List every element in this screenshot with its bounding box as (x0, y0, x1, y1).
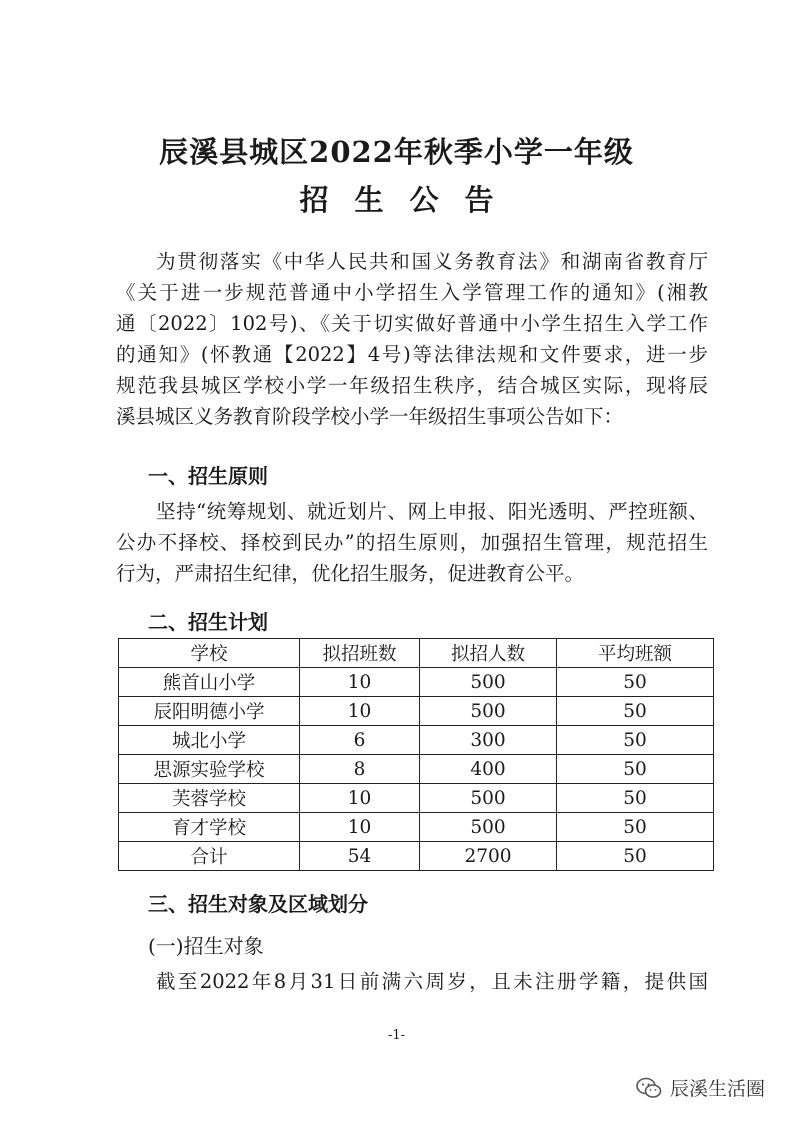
cell-classes: 10 (300, 668, 420, 697)
table-row (119, 697, 714, 726)
title-line-1: 辰溪县城区2022年秋季小学一年级 (159, 135, 634, 169)
cell-students: 300 (420, 726, 557, 755)
intro-line: 通〔2022〕102号)、《关于切实做好普通中小学生招生入学工作 (116, 312, 708, 335)
intro-line: 溪县城区义务教育阶段学校小学一年级招生事项公告如下： (116, 405, 624, 428)
cell-average: 50 (557, 842, 714, 871)
cell-school: 思源实验学校 (119, 755, 300, 784)
intro-line: 规范我县城区学校小学一年级招生秩序，结合城区实际，现将辰 (116, 374, 708, 397)
principle-line: 公办不择校、择校到民办”的招生原则，加强招生管理，规范招生 (116, 531, 708, 554)
table-row (119, 784, 714, 813)
cell-school: 辰阳明德小学 (119, 697, 300, 726)
intro-paragraph (116, 246, 708, 432)
cell-average: 50 (557, 668, 714, 697)
table-header-row (119, 639, 714, 668)
header-school: 学校 (119, 639, 300, 668)
section-3-heading: 三、招生对象及区域划分 (148, 892, 368, 916)
target-line: 截至2022年8月31日前满六周岁，且未注册学籍，提供国 (156, 970, 708, 993)
intro-line: 的通知》(怀教通【2022】4号)等法律法规和文件要求，进一步 (116, 343, 708, 366)
table-row (119, 668, 714, 697)
intro-line: 为贯彻落实《中华人民共和国义务教育法》和湖南省教育厅 (156, 250, 708, 273)
principle-paragraph (116, 496, 708, 589)
cell-classes: 10 (300, 697, 420, 726)
principle-line: 行为，严肃招生纪律，优化招生服务，促进教育公平。 (116, 562, 585, 585)
cell-average: 50 (557, 755, 714, 784)
table-row (119, 813, 714, 842)
section-2-heading: 二、招生计划 (148, 610, 268, 634)
section-1-heading: 一、招生原则 (148, 464, 268, 488)
cell-average: 50 (557, 726, 714, 755)
cell-average: 50 (557, 697, 714, 726)
watermark (636, 1074, 765, 1101)
cell-classes: 6 (300, 726, 420, 755)
cell-school: 芙蓉学校 (119, 784, 300, 813)
cell-students: 500 (420, 668, 557, 697)
principle-line: 坚持“统筹规划、就近划片、网上申报、阳光透明、严控班额、 (156, 500, 708, 523)
cell-school: 熊首山小学 (119, 668, 300, 697)
cell-classes: 8 (300, 755, 420, 784)
cell-students: 500 (420, 697, 557, 726)
title-line-2: 招生公告 (299, 183, 520, 217)
cell-average: 50 (557, 784, 714, 813)
wechat-icon (636, 1077, 662, 1099)
subsection-1-heading: (一)招生对象 (148, 934, 264, 958)
target-paragraph (116, 966, 708, 997)
cell-school: 城北小学 (119, 726, 300, 755)
cell-students: 2700 (420, 842, 557, 871)
header-classes: 拟招班数 (300, 639, 420, 668)
page-number: -1- (387, 1028, 406, 1043)
cell-school: 育才学校 (119, 813, 300, 842)
table-row (119, 755, 714, 784)
cell-classes: 10 (300, 813, 420, 842)
enrollment-plan-table (118, 638, 714, 871)
cell-classes: 54 (300, 842, 420, 871)
intro-line: 《关于进一步规范普通中小学招生入学管理工作的通知》(湘教 (116, 281, 708, 304)
cell-students: 500 (420, 784, 557, 813)
table-total-row (119, 842, 714, 871)
watermark-text: 辰溪生活圈 (670, 1078, 766, 1100)
cell-school: 合计 (119, 842, 300, 871)
cell-students: 400 (420, 755, 557, 784)
table-row (119, 726, 714, 755)
cell-students: 500 (420, 813, 557, 842)
cell-classes: 10 (300, 784, 420, 813)
header-students: 拟招人数 (420, 639, 557, 668)
header-average: 平均班额 (557, 639, 714, 668)
cell-average: 50 (557, 813, 714, 842)
